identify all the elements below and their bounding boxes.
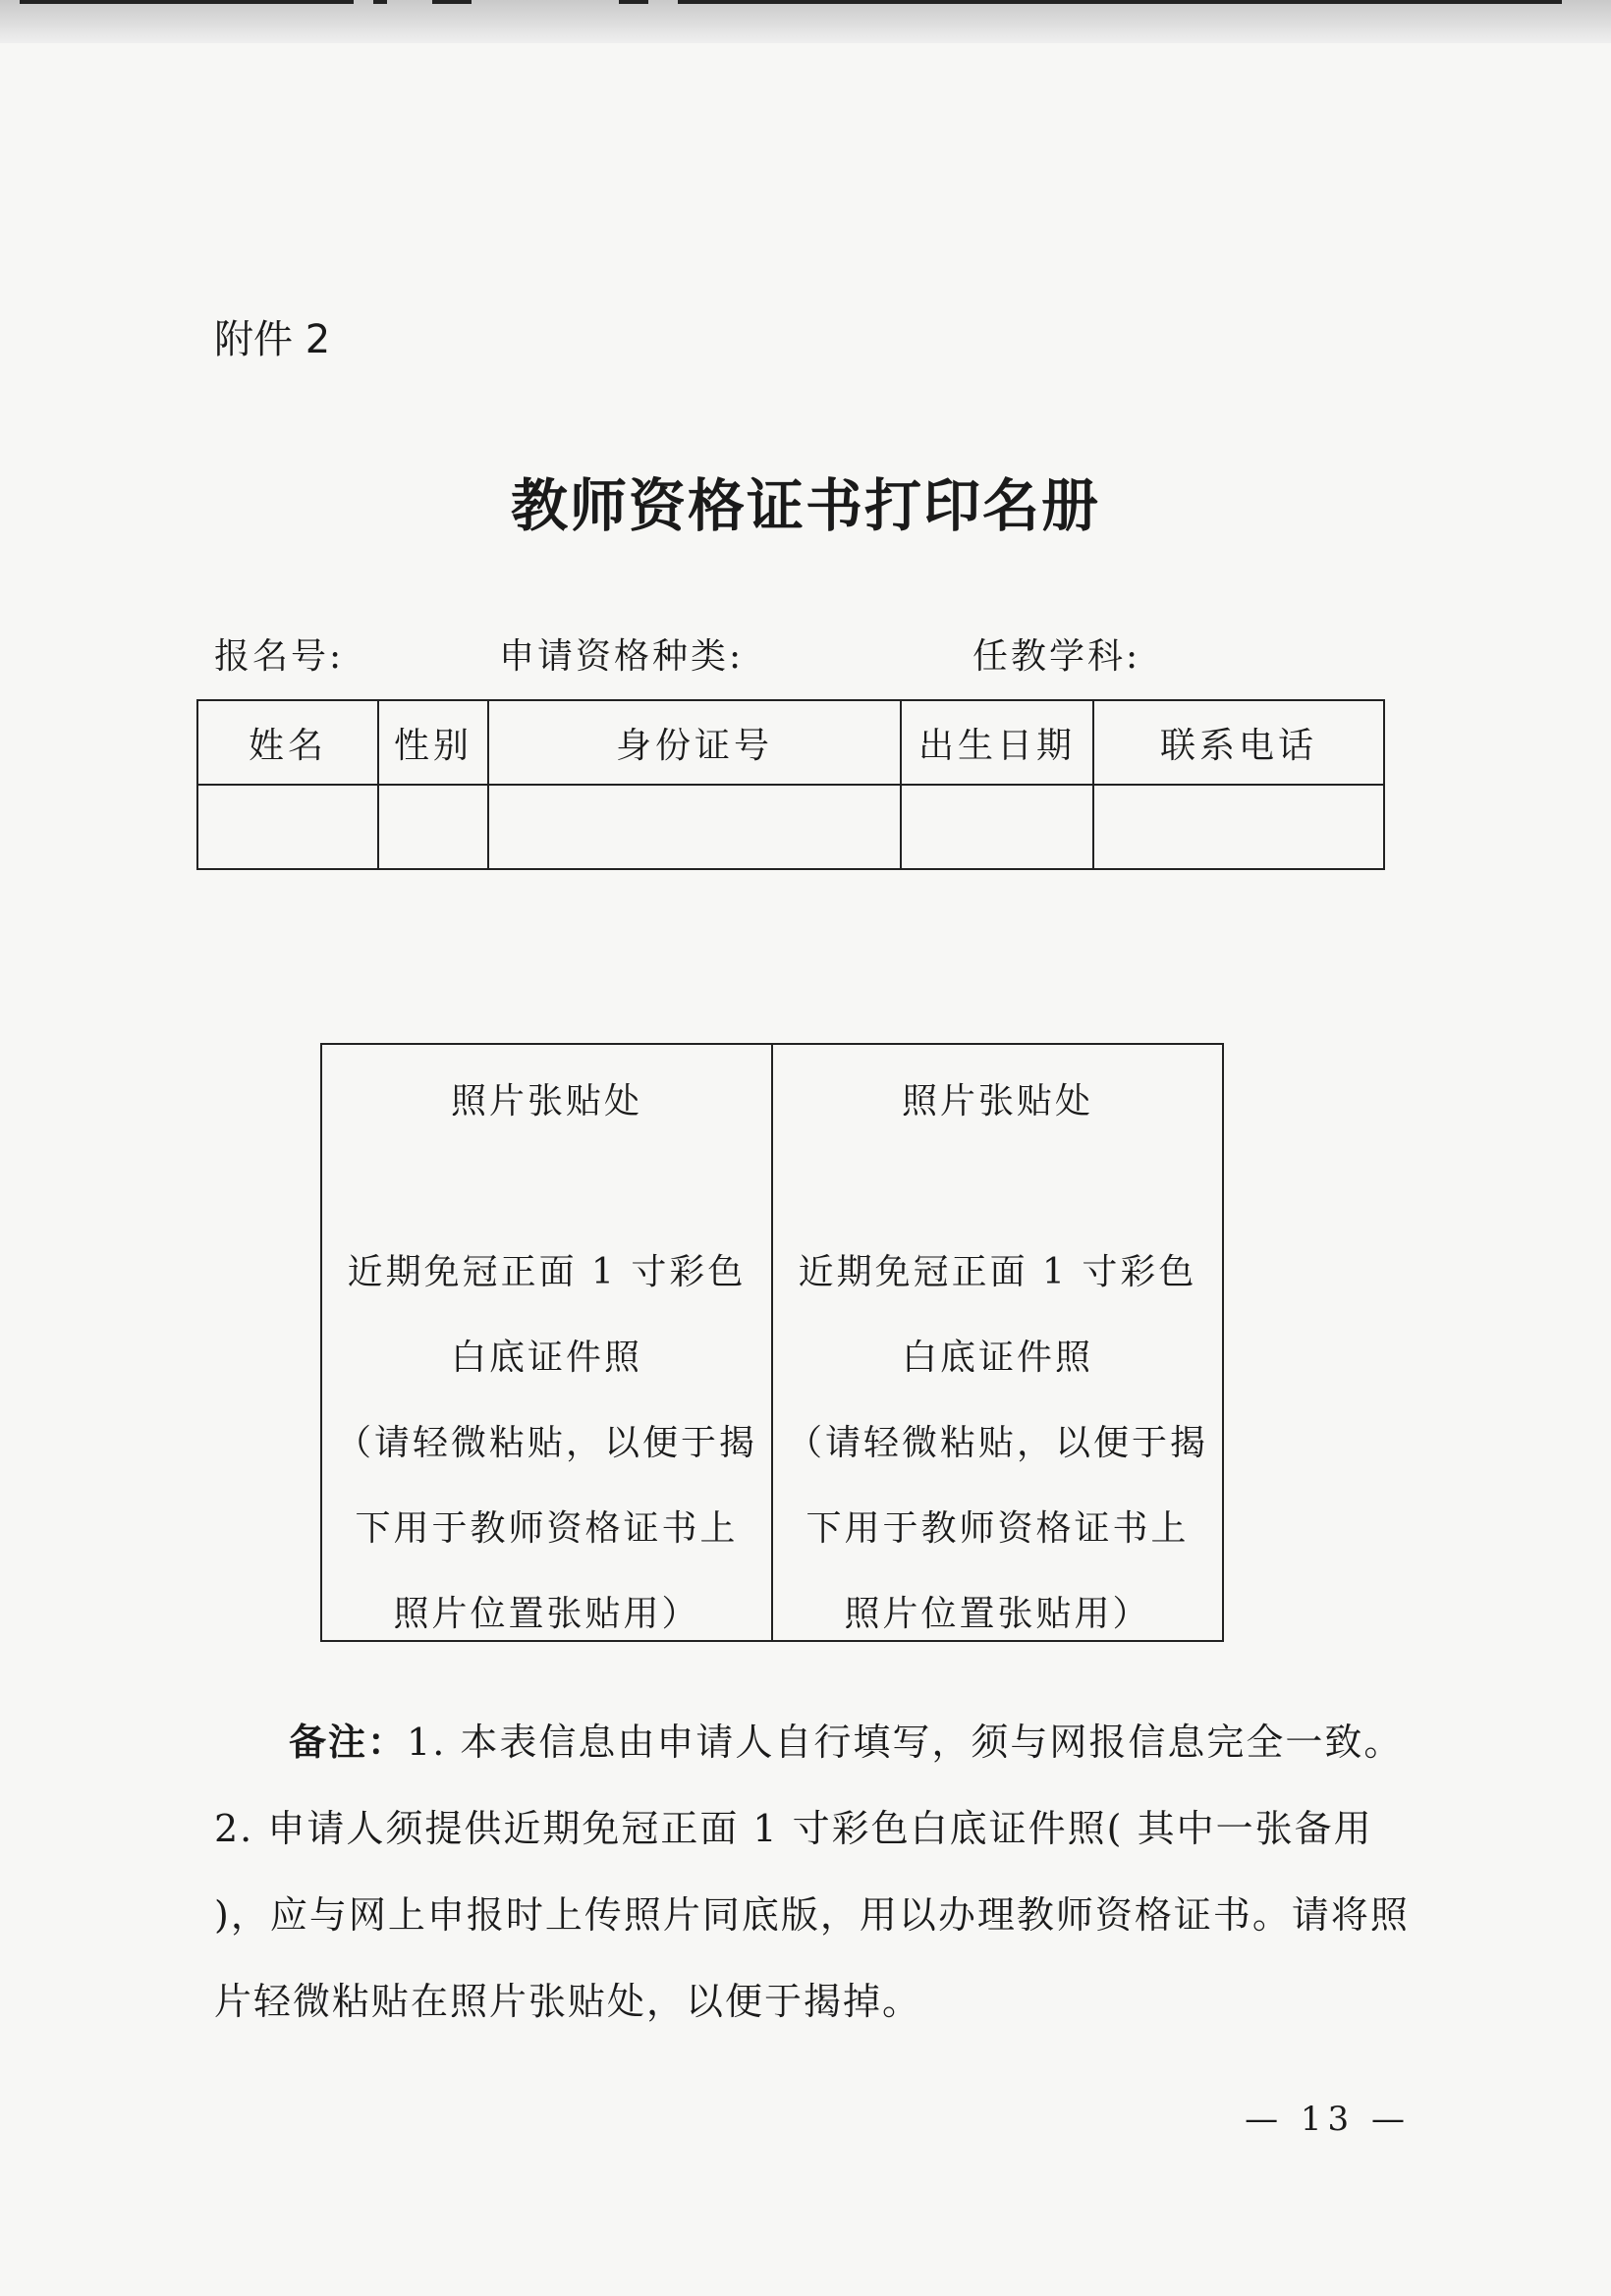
photo-box-title: 照片张贴处: [450, 1081, 642, 1121]
cell-id-number[interactable]: [488, 785, 901, 869]
scan-border: [0, 0, 1611, 43]
photo-instruction-line: 白底证件照: [901, 1338, 1093, 1378]
photo-instruction-line: 下用于教师资格证书上: [806, 1508, 1190, 1549]
document-title: 教师资格证书打印名册: [510, 472, 1100, 539]
photo-box: [322, 1045, 771, 1640]
table-header-row: [197, 700, 1384, 785]
photo-instruction-line: 近期免冠正面 1 寸彩色: [347, 1252, 747, 1292]
subject-label: 任教学科:: [972, 636, 1141, 677]
photo-instruction-line: 近期免冠正面 1 寸彩色: [798, 1252, 1197, 1292]
photo-instruction-line: 照片位置张贴用）: [844, 1594, 1151, 1634]
photo-instruction-line: 照片位置张贴用）: [393, 1594, 700, 1634]
notes-label: 备注：: [289, 1721, 408, 1764]
photo-box-instructions: [322, 1230, 771, 1657]
photo-box-title: 照片张贴处: [901, 1081, 1093, 1121]
qualification-type-label: 申请资格种类:: [499, 636, 745, 677]
attachment-label: 附件 2: [214, 317, 331, 362]
table-row: [197, 785, 1384, 869]
photo-instruction-line: 白底证件照: [450, 1338, 642, 1378]
header-birth-date: 出生日期: [901, 700, 1093, 785]
cell-name[interactable]: [197, 785, 378, 869]
notes-section: [214, 1699, 1422, 2045]
photo-instruction-line: （请轻微粘贴，以便于揭: [787, 1423, 1209, 1463]
note-1-text: 1. 本表信息由申请人自行填写，须与网报信息完全一致。: [407, 1721, 1404, 1764]
header-id-number: 身份证号: [488, 700, 901, 785]
cell-phone[interactable]: [1093, 785, 1384, 869]
header-gender: 性别: [378, 700, 488, 785]
header-name: 姓名: [197, 700, 378, 785]
note-1: [289, 1699, 1422, 1785]
registration-no-label: 报名号:: [214, 636, 345, 677]
photo-box-instructions: [773, 1230, 1222, 1657]
registration-table: [196, 699, 1385, 870]
photo-area: [320, 1043, 1224, 1642]
cell-birth-date[interactable]: [901, 785, 1093, 869]
header-phone: 联系电话: [1093, 700, 1384, 785]
cell-gender[interactable]: [378, 785, 488, 869]
photo-box: [771, 1045, 1222, 1640]
photo-instruction-line: 下用于教师资格证书上: [355, 1508, 739, 1549]
page-number: — 13 —: [1245, 2100, 1411, 2139]
photo-instruction-line: （请轻微粘贴，以便于揭: [336, 1423, 758, 1463]
note-2-text: 2. 申请人须提供近期免冠正面 1 寸彩色白底证件照( 其中一张备用 )，应与网上申报时上传照片同底版，用以办理教师资格证书。请将照片轻微粘贴在照片张贴处，以便于揭掉。: [214, 1807, 1410, 2023]
